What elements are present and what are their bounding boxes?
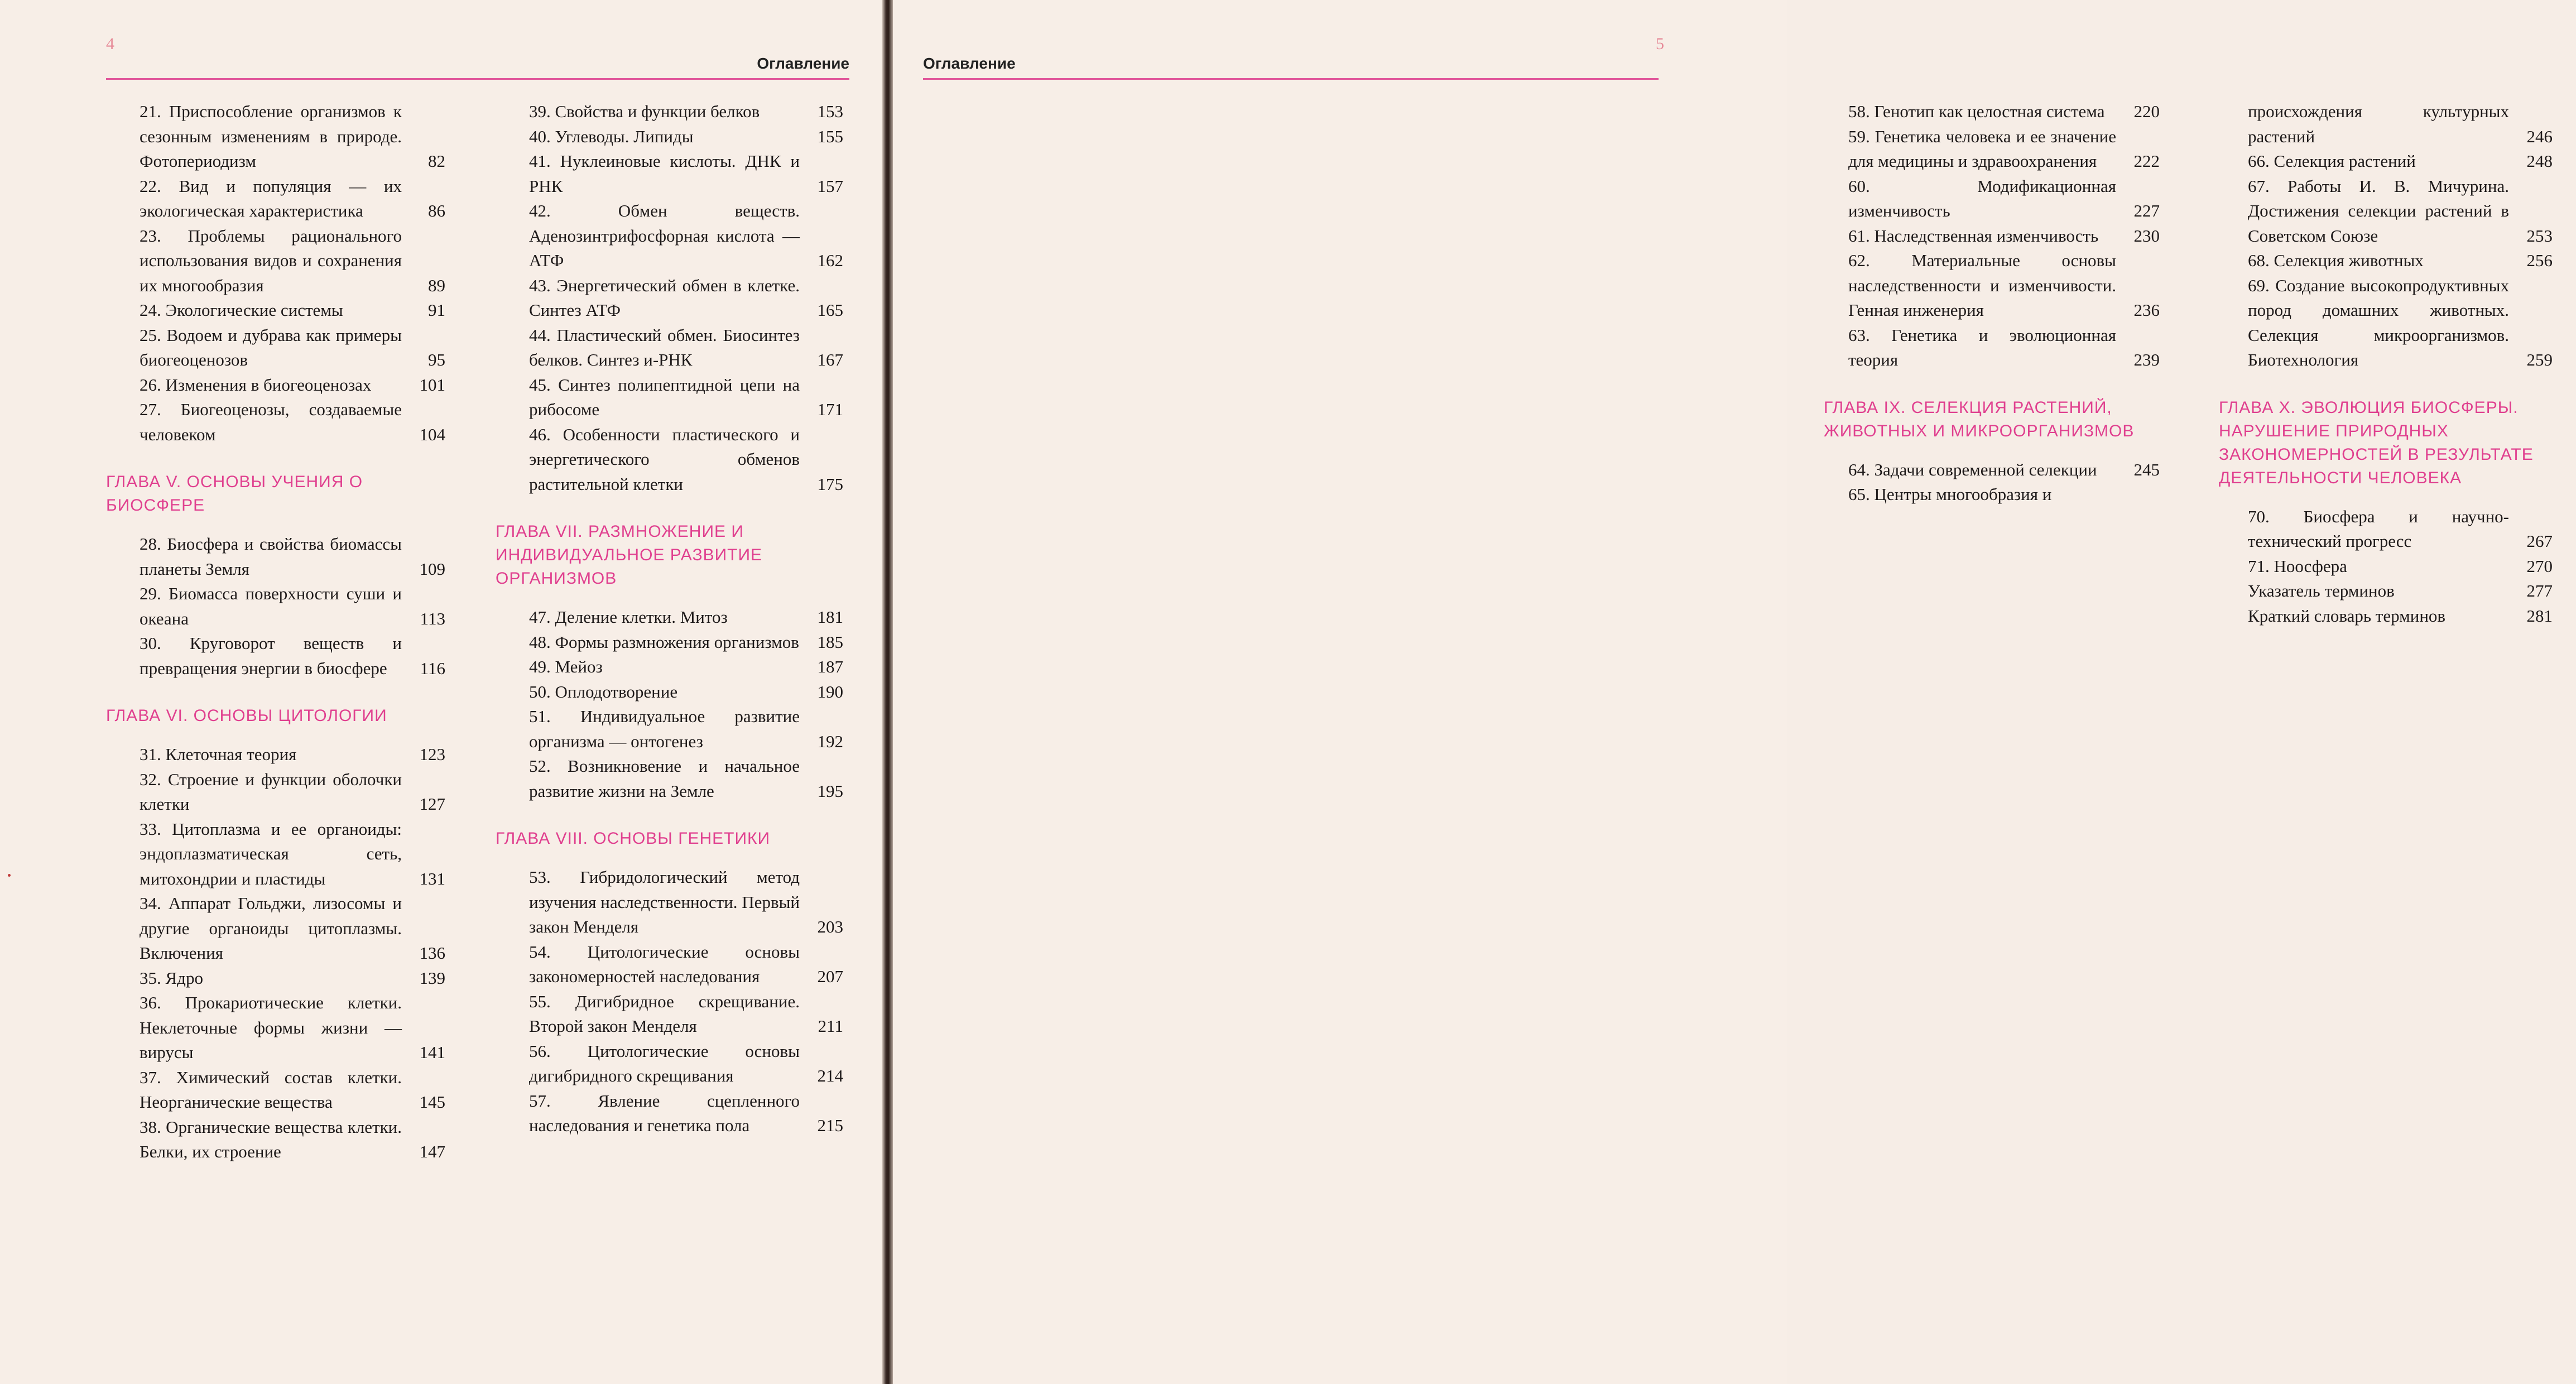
toc-entry-title: 45. Синтез полипептидной цепи на рибосоме — [529, 374, 800, 419]
toc-entry-title: 22. Вид и популяция — их экологическая характеристика — [140, 176, 402, 220]
page-number: 5 — [1656, 35, 1664, 53]
toc-entry-title: 51. Индивидуальное развитие организма — онтогенез — [529, 707, 800, 751]
toc-entry-title: 54. Цитологические основы закономерностей наследования — [529, 941, 800, 986]
toc-entry — [140, 224, 445, 299]
toc-entry-page: 153 — [817, 102, 843, 121]
page-header — [923, 50, 1659, 80]
toc-entry — [140, 298, 445, 323]
toc-entry-title: 60. Модификационная изменчивость — [1848, 176, 2116, 220]
toc-entry — [140, 373, 445, 398]
toc-entry-title: 27. Биогеоценозы, создаваемые человеком — [140, 400, 402, 444]
toc-entry — [529, 630, 843, 655]
toc-entry — [1848, 458, 2160, 483]
toc-entry-title: 69. Создание высокопродуктивных пород домашних животных. Селекция микроорганизмов. Биотехнология — [2248, 275, 2509, 369]
toc-entry-page: 181 — [817, 607, 843, 627]
toc-entry — [2248, 579, 2553, 604]
toc-entry-page: 214 — [817, 1066, 843, 1085]
toc-entry — [529, 149, 843, 199]
toc-entry — [529, 940, 843, 989]
toc-entry — [140, 582, 445, 631]
toc-entry-title: 55. Дигибридное скрещивание. Второй закон Менделя — [529, 991, 800, 1036]
toc-entry — [2248, 99, 2553, 149]
toc-entry-page: 141 — [419, 1042, 445, 1062]
toc-entry — [529, 422, 843, 497]
toc-entry-page: 123 — [419, 744, 445, 764]
toc-entry — [140, 323, 445, 373]
toc-entry-page: 91 — [428, 300, 445, 320]
toc-entry-page: 157 — [817, 176, 843, 196]
toc-entry — [2248, 504, 2553, 554]
toc-entry — [140, 1115, 445, 1165]
toc-entry — [1848, 248, 2160, 323]
toc-column — [106, 99, 445, 1165]
toc-entry — [529, 655, 843, 680]
toc-entry-page: 109 — [419, 559, 445, 579]
toc-entry-page: 211 — [818, 1016, 843, 1036]
print-speck — [8, 874, 11, 877]
toc-entry — [529, 865, 843, 940]
toc-entry-page: 239 — [2133, 350, 2160, 369]
toc-entry-title: 31. Клеточная теория — [140, 744, 297, 764]
chapter-heading: ГЛАВА VII. РАЗМНОЖЕНИЕ И ИНДИВИДУАЛЬНОЕ РАЗВИТИЕ ОРГАНИЗМОВ — [496, 522, 763, 588]
toc-entry-title: 53. Гибридологический метод изучения наследственности. Первый закон Менделя — [529, 867, 800, 936]
toc-entry-title: 46. Особенности пластического и энергетического обменов растительной клетки — [529, 424, 800, 494]
toc-entry-page: 190 — [817, 681, 843, 701]
toc-entry-page: 171 — [817, 400, 843, 419]
toc-entry-page: 236 — [2133, 300, 2160, 320]
toc-entry-page: 104 — [419, 424, 445, 444]
toc-entry-title: 63. Генетика и эволюционная теория — [1848, 325, 2116, 369]
toc-entry-page: 175 — [817, 474, 843, 494]
toc-entry-page: 253 — [2526, 225, 2553, 246]
toc-entry — [2248, 174, 2553, 249]
toc-entry-page: 139 — [419, 968, 445, 988]
toc-entry-page: 86 — [428, 201, 445, 220]
chapter-heading: ГЛАВА VIII. ОСНОВЫ ГЕНЕТИКИ — [496, 829, 771, 848]
toc-entry — [529, 1089, 843, 1138]
toc-entry — [529, 323, 843, 373]
toc-entry-title: 38. Органические вещества клетки. Белки, их строение — [140, 1117, 402, 1161]
toc-entry — [1848, 174, 2160, 224]
toc-entry-title: 43. Энергетический обмен в клетке. Синтез АТФ — [529, 275, 800, 320]
toc-entry-title: 28. Биосфера и свойства биомассы планеты Земля — [140, 534, 402, 579]
toc-entry-title: 26. Изменения в биогеоценозах — [140, 374, 372, 395]
toc-entry — [529, 1039, 843, 1089]
toc-entry-page: 185 — [817, 632, 843, 652]
toc-entry — [529, 199, 843, 273]
toc-entry-title: 39. Свойства и функции белков — [529, 102, 760, 121]
toc-entry-title: 48. Формы размножения организмов — [529, 632, 799, 652]
toc-entry-title: 67. Работы И. В. Мичурина. Достижения селекции растений в Советском Союзе — [2248, 176, 2509, 246]
toc-entry-title: 42. Обмен веществ. Аденозинтрифосфорная кислота — АТФ — [529, 201, 800, 270]
toc-entry — [529, 704, 843, 754]
toc-entry-page: 222 — [2133, 151, 2160, 171]
toc-entry — [1848, 124, 2160, 174]
toc-entry-title: 44. Пластический обмен. Биосинтез белков. Синтез и-РНК — [529, 325, 800, 369]
toc-entry — [1848, 99, 2160, 124]
toc-entry-page: 165 — [817, 300, 843, 320]
toc-entry-title: 35. Ядро — [140, 968, 203, 988]
toc-entry — [529, 605, 843, 630]
toc-entry-page: 131 — [419, 868, 445, 888]
toc-entry-title: 29. Биомасса поверхности суши и океана — [140, 584, 402, 628]
toc-entry — [140, 1065, 445, 1115]
toc-entry — [529, 373, 843, 422]
toc-entry-page: 227 — [2133, 201, 2160, 220]
page-header — [106, 50, 849, 80]
toc-entry-title: 64. Задачи современной селекции — [1848, 459, 2097, 479]
toc-entry-page: 259 — [2526, 350, 2553, 369]
toc-entry-title: 59. Генетика человека и ее значение для медицины и здравоохранения — [1848, 126, 2116, 171]
toc-entry-page: 207 — [817, 967, 843, 986]
toc-entry — [140, 891, 445, 966]
toc-entry — [2248, 248, 2553, 273]
toc-entry-page: 147 — [419, 1142, 445, 1161]
toc-entry-page: 256 — [2526, 251, 2553, 270]
toc-entry — [2248, 149, 2553, 174]
toc-entry — [140, 817, 445, 892]
chapter-heading: ГЛАВА VI. ОСНОВЫ ЦИТОЛОГИИ — [106, 707, 387, 725]
toc-entry — [140, 174, 445, 224]
toc-entry — [140, 99, 445, 174]
toc-entry-title: 56. Цитологические основы дигибридного скрещивания — [529, 1041, 800, 1085]
toc-entry-title: 62. Материальные основы наследственности и изменчивости. Генная инженерия — [1848, 251, 2116, 320]
toc-entry-title: Краткий словарь терминов — [2248, 606, 2446, 626]
header-title: Оглавление — [923, 55, 1016, 72]
toc-entry — [1848, 224, 2160, 249]
left-page — [0, 0, 885, 1384]
toc-entry-title: 49. Мейоз — [529, 657, 603, 676]
toc-entry-page: 245 — [2133, 459, 2160, 479]
toc-entry — [529, 124, 843, 150]
toc-entry-title: 33. Цитоплазма и ее органоиды: эндоплазматическая сеть, митохондрии и пластиды — [140, 819, 402, 888]
toc-entry-title: 58. Генотип как целостная система — [1848, 102, 2105, 121]
toc-entry-title: 40. Углеводы. Липиды — [529, 126, 694, 146]
toc-entry-title: Указатель терминов — [2248, 581, 2395, 600]
toc-entry — [2248, 273, 2553, 373]
toc-column — [496, 99, 843, 1138]
toc-entry-page: 127 — [419, 794, 445, 814]
toc-entry-title: 21. Приспособление организмов к сезонным изменениям в природе. Фотопериодизм — [140, 102, 402, 171]
toc-entry — [140, 991, 445, 1065]
toc-entry — [529, 680, 843, 705]
toc-entry — [529, 273, 843, 323]
toc-entry-title: 30. Круговорот веществ и превращения энергии в биосфере — [140, 633, 402, 678]
toc-entry-page: 82 — [428, 151, 445, 171]
chapter-heading: ГЛАВА X. ЭВОЛЮЦИЯ БИОСФЕРЫ. НАРУШЕНИЕ ПРИРОДНЫХ ЗАКОНОМЕРНОСТЕЙ В РЕЗУЛЬТАТЕ ДЕЯТЕЛЬНОСТИ ЧЕЛОВЕКА — [2219, 398, 2534, 487]
header-title: Оглавление — [757, 55, 849, 72]
toc-entry-title: 50. Оплодотворение — [529, 681, 678, 701]
toc-entry-title: происхождения культурных растений — [2248, 102, 2509, 146]
toc-entry-page: 270 — [2526, 556, 2553, 576]
toc-entry-title: 37. Химический состав клетки. Неорганические вещества — [140, 1067, 402, 1112]
toc-entry-page: 113 — [420, 608, 445, 628]
toc-entry-title: 71. Ноосфера — [2248, 556, 2347, 576]
toc-entry-page: 246 — [2526, 126, 2553, 146]
toc-entry-page: 167 — [817, 350, 843, 369]
toc-entry-page: 220 — [2133, 102, 2160, 121]
chapter-heading: ГЛАВА V. ОСНОВЫ УЧЕНИЯ О БИОСФЕРЕ — [106, 473, 363, 515]
toc-entry-title: 23. Проблемы рационального использования видов и сохранения их многообразия — [140, 225, 402, 295]
toc-entry-title: 65. Центры многообразия и — [1848, 484, 2052, 504]
toc-entry-page: 195 — [817, 781, 843, 801]
toc-entry-page: 145 — [419, 1092, 445, 1112]
toc-entry — [140, 532, 445, 582]
toc-entry-title: 36. Прокариотические клетки. Неклеточные формы жизни — вирусы — [140, 993, 402, 1062]
toc-entry — [2248, 604, 2553, 629]
toc-entry-page: 192 — [817, 731, 843, 751]
toc-entry-title: 68. Селекция животных — [2248, 251, 2424, 270]
toc-entry-title: 25. Водоем и дубрава как примеры биогеоценозов — [140, 325, 402, 369]
toc-entry-page: 267 — [2526, 531, 2553, 551]
toc-entry-page: 162 — [817, 251, 843, 270]
toc-entry-page: 187 — [817, 657, 843, 676]
toc-entry-page: 281 — [2526, 606, 2553, 626]
toc-entry-title: 24. Экологические системы — [140, 300, 343, 320]
toc-entry-title: 57. Явление сцепленного наследования и генетика пола — [529, 1090, 800, 1135]
toc-entry-title: 66. Селекция растений — [2248, 151, 2416, 171]
toc-entry-title: 47. Деление клетки. Митоз — [529, 607, 728, 627]
toc-entry-page: 230 — [2133, 225, 2160, 246]
toc-entry-page: 215 — [817, 1116, 843, 1135]
toc-entry — [140, 966, 445, 991]
toc-entry — [140, 767, 445, 817]
toc-entry — [1848, 323, 2160, 373]
toc-entry — [529, 754, 843, 804]
toc-column — [2219, 99, 2553, 628]
toc-entry-page: 101 — [419, 374, 445, 395]
toc-entry-page: 136 — [419, 943, 445, 963]
toc-entry-title: 32. Строение и функции оболочки клетки — [140, 769, 402, 814]
toc-entry-title: 34. Аппарат Гольджи, лизосомы и другие органоиды цитоплазмы. Включения — [140, 893, 402, 963]
toc-entry-page: 89 — [428, 275, 445, 295]
toc-entry — [140, 397, 445, 447]
toc-entry-page: 203 — [817, 917, 843, 936]
toc-entry — [140, 631, 445, 681]
toc-entry-page: 155 — [817, 126, 843, 146]
toc-entry-title: 70. Биосфера и научно-технический прогресс — [2248, 506, 2509, 551]
toc-entry — [2248, 554, 2553, 579]
toc-entry — [1848, 482, 2116, 507]
toc-entry — [529, 99, 843, 124]
toc-entry — [140, 742, 445, 767]
chapter-heading: ГЛАВА IX. СЕЛЕКЦИЯ РАСТЕНИЙ, ЖИВОТНЫХ И МИКРООРГАНИЗМОВ — [1824, 398, 2135, 440]
toc-entry-title: 61. Наследственная изменчивость — [1848, 225, 2099, 246]
toc-entry-page: 248 — [2526, 151, 2553, 171]
right-page — [893, 0, 2553, 1384]
toc-column — [1824, 99, 2160, 507]
toc-entry-title: 52. Возникновение и начальное развитие жизни на Земле — [529, 756, 800, 801]
toc-entry-page: 95 — [428, 350, 445, 369]
toc-entry-title: 41. Нуклеиновые кислоты. ДНК и РНК — [529, 151, 800, 196]
book-spine — [882, 0, 894, 1384]
toc-entry — [529, 989, 843, 1039]
toc-entry-page: 277 — [2526, 581, 2553, 600]
toc-entry-page: 116 — [420, 658, 445, 678]
page-number: 4 — [106, 35, 114, 53]
